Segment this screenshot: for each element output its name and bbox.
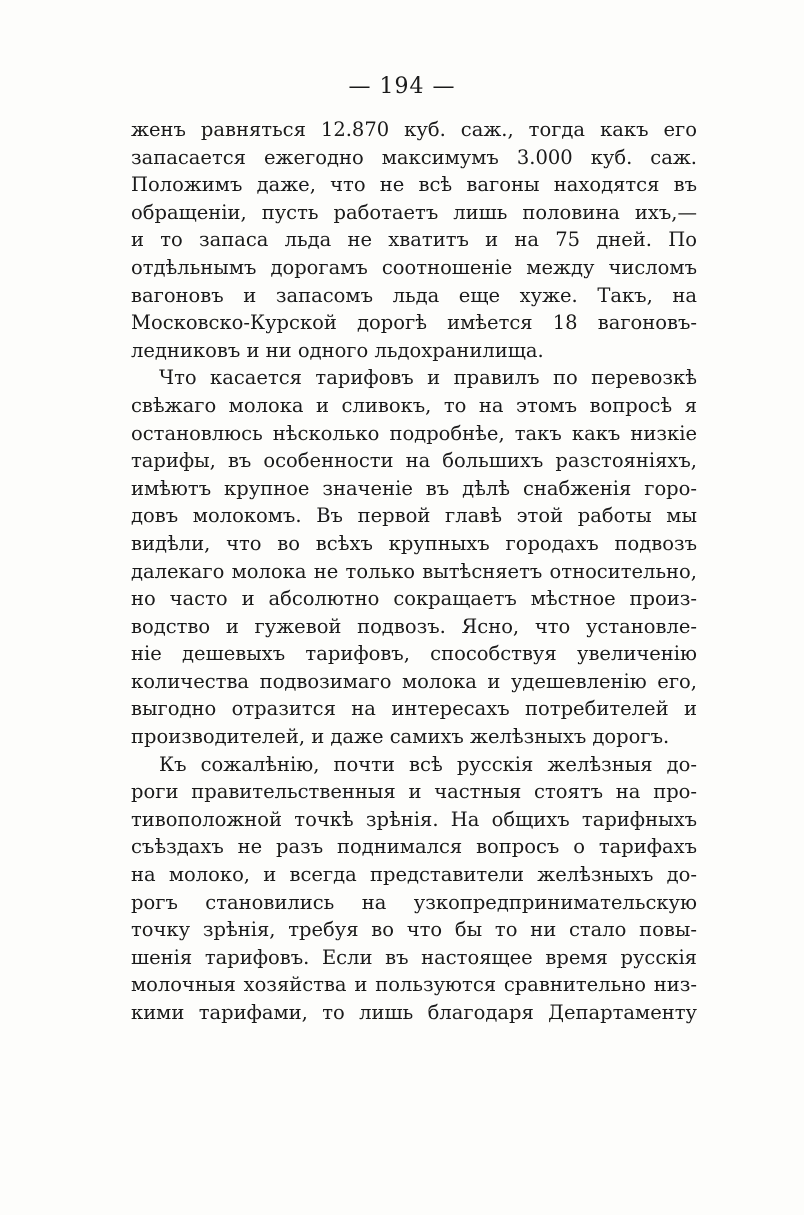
text-line: производителей, и даже самихъ желѣзныхъ дорогъ. — [131, 725, 670, 749]
text-line: выгодно отразится на интересахъ потребителей и — [131, 697, 697, 721]
paragraph — [131, 364, 697, 750]
text-line: съѣздахъ не разъ поднимался вопросъ о тарифахъ — [131, 835, 697, 859]
text-line: Московско-Курской дорогѣ имѣется 18 вагоновъ- — [131, 311, 697, 335]
text-line: тивоположной точкѣ зрѣнiя. На общихъ тарифныхъ — [131, 807, 697, 831]
text-line: и то запаса льда не хватитъ и на 75 дней. По — [131, 228, 697, 252]
text-line: свѣжаго молока и сливокъ, то на этомъ вопросѣ я — [131, 393, 697, 417]
text-line: запасается ежегодно максимумъ 3.000 куб. саж. — [131, 145, 697, 169]
text-line: Положимъ даже, что не всѣ вагоны находятся въ — [131, 173, 697, 197]
text-line: рогъ становились на узкопредпринимательскую — [131, 890, 697, 914]
text-line: Къ сожалѣнiю, почти всѣ русскiя желѣзныя до- — [159, 752, 697, 776]
page-number: — 194 — — [348, 74, 456, 99]
text-line: отдѣльнымъ дорогамъ соотношенiе между числомъ — [131, 255, 697, 279]
text-line: молочныя хозяйства и пользуются сравнительно низ- — [131, 973, 697, 997]
text-line: на молоко, и всегда представители желѣзныхъ до- — [131, 863, 697, 887]
text-line: обращенiи, пусть работаетъ лишь половина ихъ,— — [131, 200, 697, 224]
text-line: количества подвозимаго молока и удешевленiю его, — [131, 669, 697, 693]
text-line: точку зрѣнiя, требуя во что бы то ни стало повы- — [131, 918, 697, 942]
text-line: шенiя тарифовъ. Если въ настоящее время русскiя — [131, 945, 697, 969]
text-line: водство и гужевой подвозъ. Ясно, что установле- — [131, 614, 697, 638]
text-line: ледниковъ и ни одного льдохранилища. — [131, 338, 544, 362]
text-line: кими тарифами, то лишь благодаря Департаменту — [131, 1001, 697, 1024]
text-line: имѣютъ крупное значенiе въ дѣлѣ снабженiя горо- — [131, 476, 697, 500]
text-line: Что касается тарифовъ и правилъ по перевозкѣ — [159, 366, 697, 390]
text-line: довъ молокомъ. Въ первой главѣ этой работы мы — [131, 504, 697, 528]
text-line: но часто и абсолютно сокращаетъ мѣстное произ- — [131, 587, 697, 611]
text-line: нiе дешевыхъ тарифовъ, способствуя увеличенiю — [131, 642, 697, 666]
text-line: вагоновъ и запасомъ льда еще хуже. Такъ, на — [131, 283, 697, 307]
text-line: далекаго молока не только вытѣсняетъ относительно, — [131, 559, 697, 583]
text-line: видѣли, что во всѣхъ крупныхъ городахъ подвозъ — [131, 531, 697, 555]
text-line: женъ равняться 12.870 куб. саж., тогда какъ его — [131, 118, 697, 141]
paragraph — [131, 116, 697, 364]
paragraph — [131, 751, 697, 1027]
text-line: остановлюсь нѣсколько подробнѣе, такъ какъ низкiе — [131, 421, 697, 445]
body-text — [131, 116, 697, 1027]
text-line: тарифы, въ особенности на большихъ разстоянiяхъ, — [131, 449, 697, 473]
text-line: роги правительственныя и частныя стоятъ на про- — [131, 780, 697, 804]
